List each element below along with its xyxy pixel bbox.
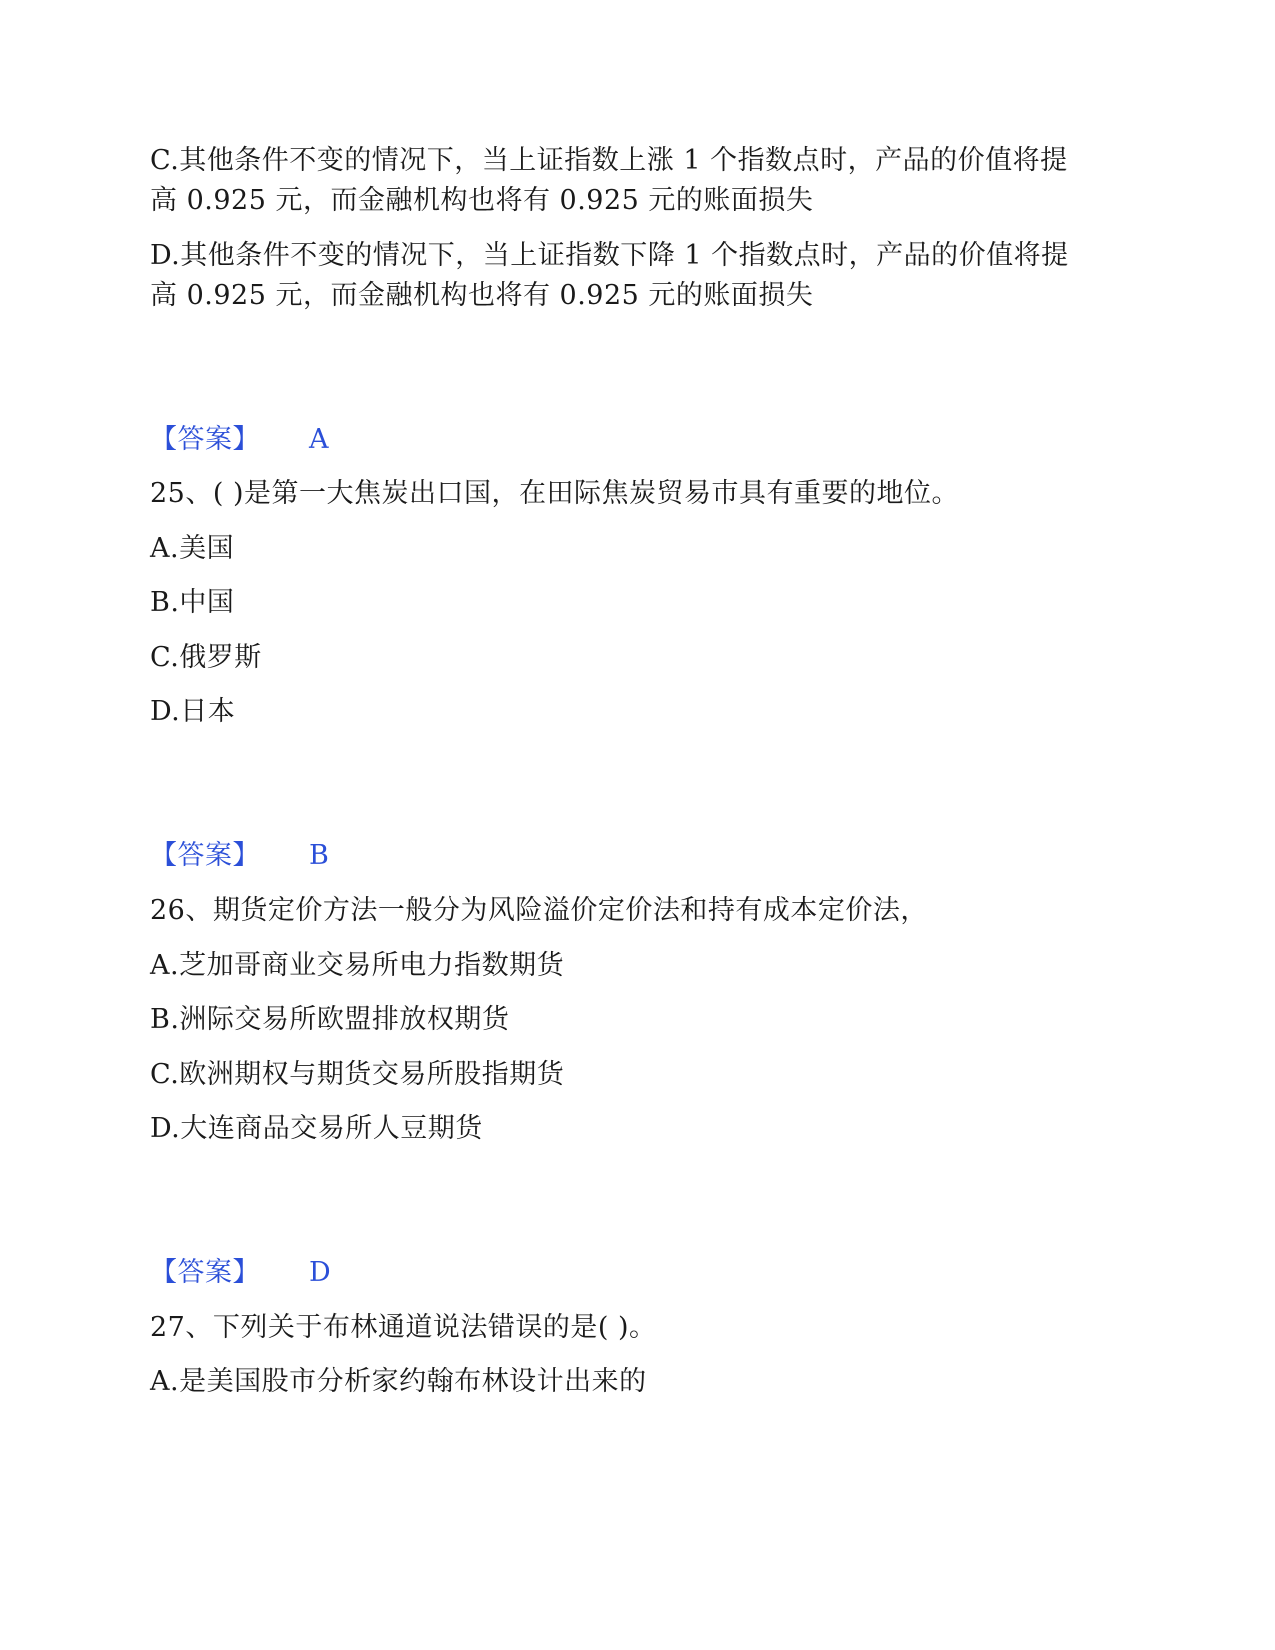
q26-option-c: C.欧洲期权与期货交易所股指期货	[150, 1059, 565, 1090]
q25-answer	[150, 836, 330, 876]
q24-answer	[150, 420, 329, 460]
q24-option-d-line2: 高 0.925 元，而金融机构也将有 0.925 元的账面损失	[150, 280, 814, 311]
q26-answer	[150, 1253, 332, 1293]
answer-value: D	[309, 1257, 332, 1288]
q27-question: 27、下列关于布林通道说法错误的是( )。	[150, 1312, 657, 1343]
q25-option-b: B.中国	[150, 587, 235, 618]
q25-option-c: C.俄罗斯	[150, 642, 262, 673]
q26-option-b: B.洲际交易所欧盟排放权期货	[150, 1004, 510, 1035]
answer-value: A	[309, 424, 329, 455]
q26-option-d: D.大连商品交易所人豆期货	[150, 1113, 483, 1144]
q27-option-a: A.是美国股市分析家约翰布林设计出来的	[150, 1366, 647, 1397]
q25-question: 25、( )是第一大焦炭出口国，在田际焦炭贸易巿具有重要的地位。	[150, 478, 960, 509]
q25-option-d: D.日本	[150, 696, 236, 727]
q26-question: 26、期货定价方法一般分为风险溢价定价法和持有成本定价法，	[150, 895, 928, 926]
q26-option-a: A.芝加哥商业交易所电力指数期货	[150, 950, 565, 981]
q24-option-c-line2: 高 0.925 元，而金融机构也将有 0.925 元的账面损失	[150, 185, 814, 216]
answer-label: 【答案】	[150, 424, 260, 455]
q24-option-c-line1: C.其他条件不变的情况下，当上证指数上涨 1 个指数点时，产品的价值将提	[150, 145, 1068, 176]
answer-label: 【答案】	[150, 1257, 260, 1288]
q24-option-d-line1: D.其他条件不变的情况下，当上证指数下降 1 个指数点时，产品的价值将提	[150, 240, 1069, 271]
answer-value: B	[309, 840, 330, 871]
q25-option-a: A.美国	[150, 533, 235, 564]
answer-label: 【答案】	[150, 840, 260, 871]
